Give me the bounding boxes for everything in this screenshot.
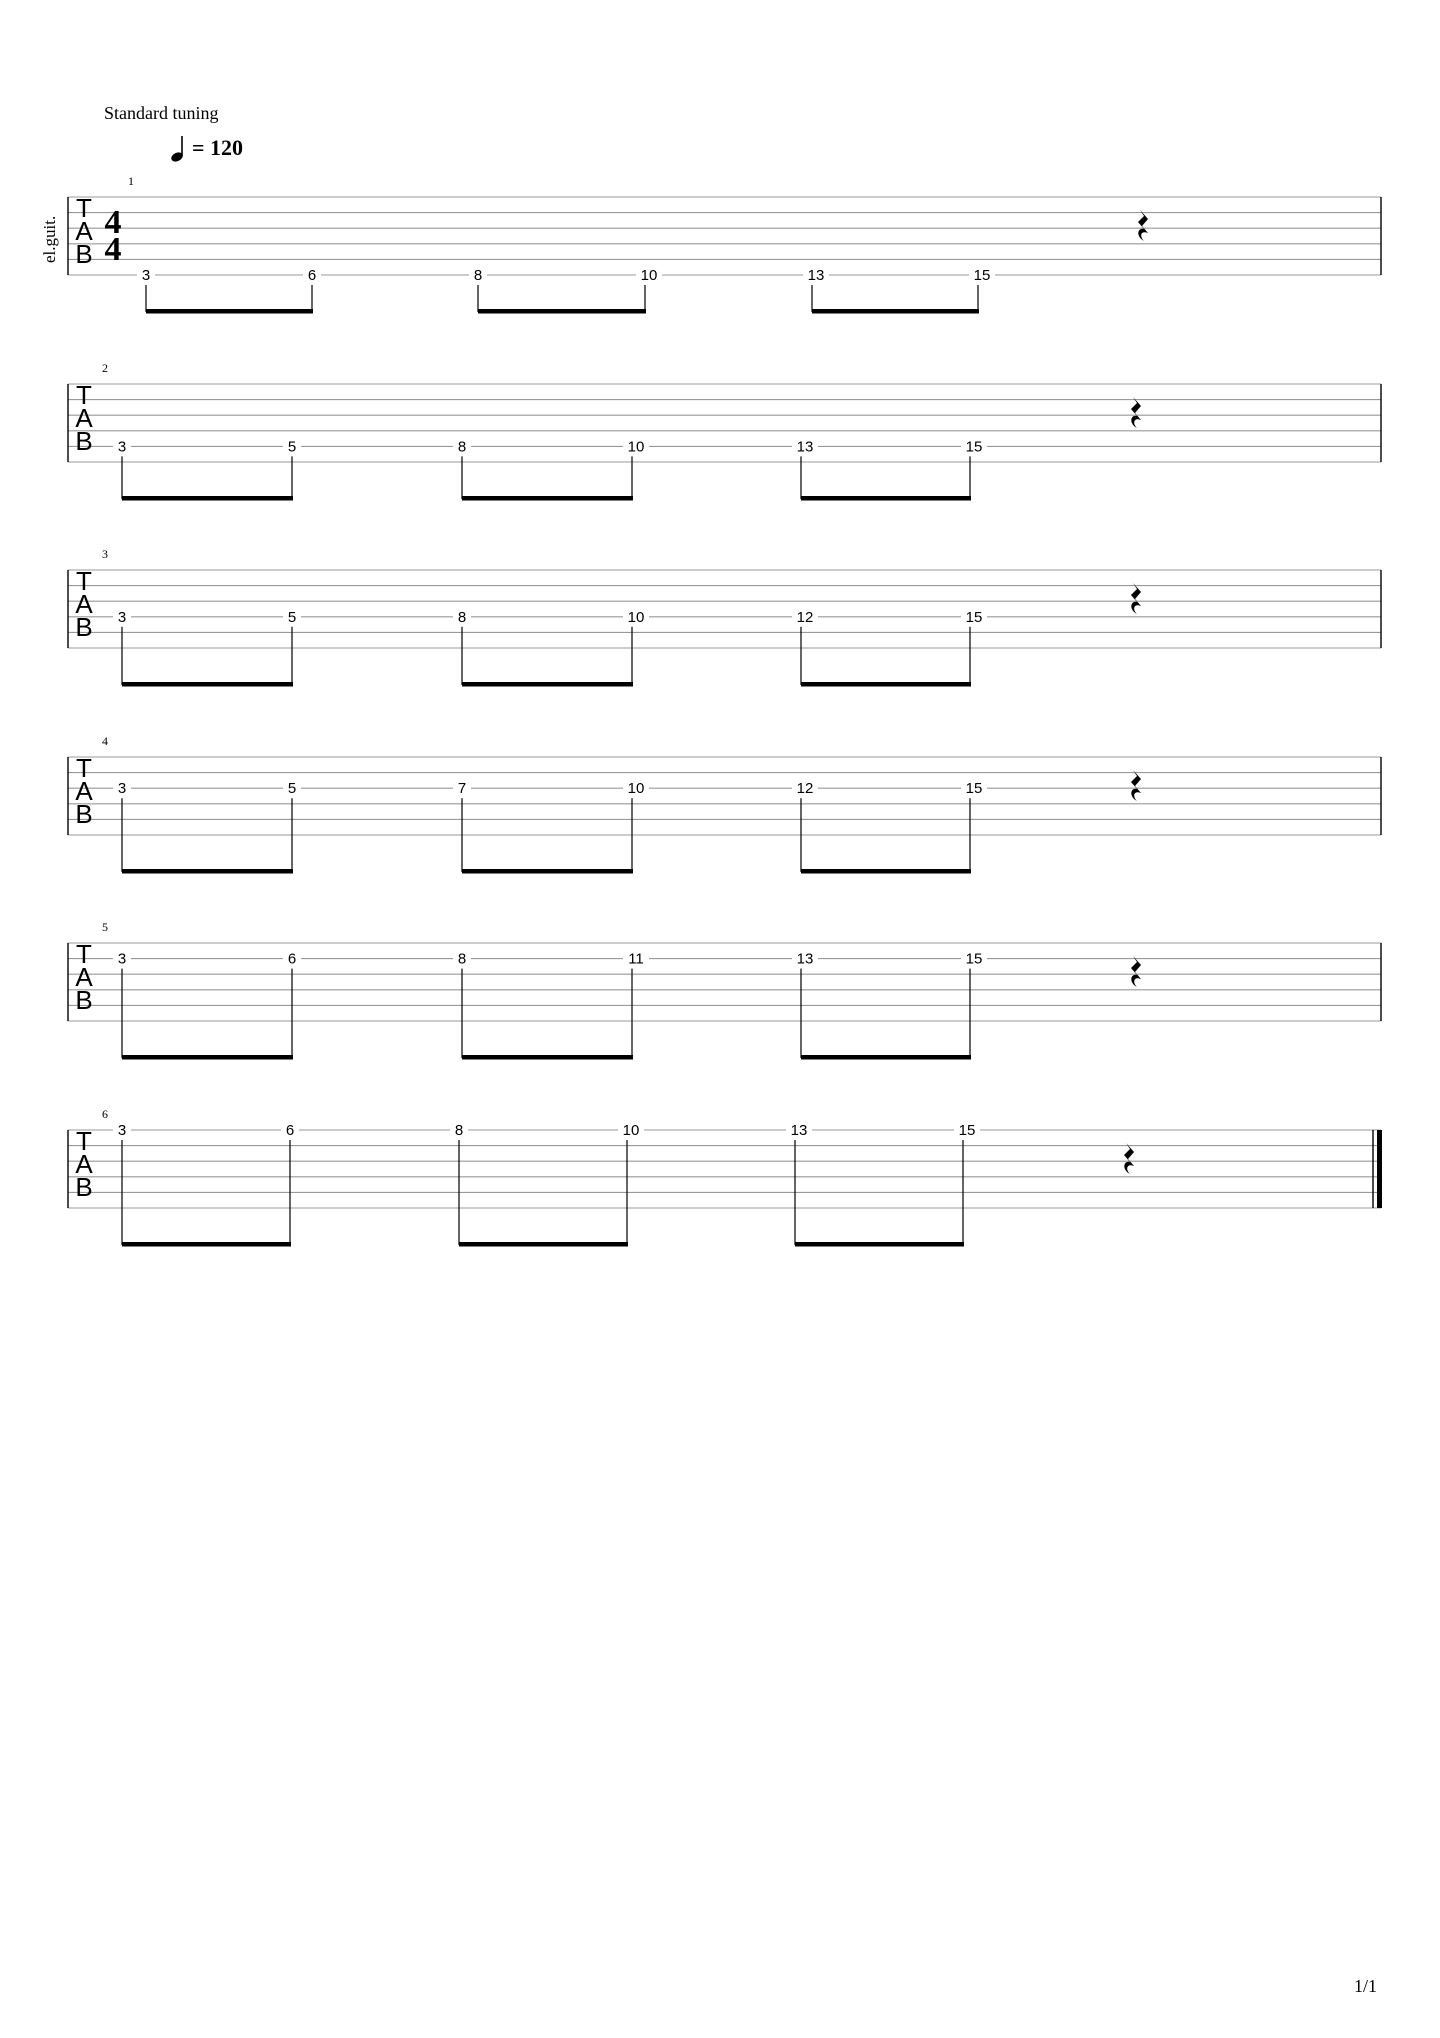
fret-number: 12	[796, 780, 814, 798]
page-number: 1/1	[1354, 1976, 1378, 1996]
eighth-beam	[122, 1242, 291, 1247]
fret-number: 3	[117, 608, 127, 626]
eighth-beam	[122, 869, 293, 874]
eighth-beam	[122, 1055, 293, 1060]
fret-number: 10	[622, 1122, 640, 1139]
fret-number: 3	[117, 950, 127, 968]
tab-clef-letter: B	[75, 985, 93, 1015]
fret-number: 3	[117, 1122, 127, 1139]
tab-clef-letter: A	[75, 1149, 93, 1179]
fret-number: 13	[796, 950, 814, 968]
eighth-beam	[812, 309, 979, 314]
tab-clef-letter: T	[76, 939, 92, 969]
measure-number: 6	[102, 1107, 108, 1121]
fret-number: 3	[141, 267, 151, 284]
fret-number: 15	[965, 608, 983, 626]
tab-clef-letter: T	[76, 1126, 92, 1156]
fret-number: 12	[796, 608, 814, 626]
quarter-rest-icon	[1124, 1143, 1134, 1174]
fret-number: 13	[790, 1122, 808, 1139]
eighth-beam	[146, 309, 313, 314]
quarter-rest-icon	[1138, 210, 1148, 241]
fret-number: 6	[287, 950, 297, 968]
fret-number: 8	[457, 950, 467, 968]
tab-clef-letter: B	[75, 612, 93, 642]
time-signature-denominator: 4	[104, 231, 122, 268]
eighth-beam	[801, 1055, 971, 1060]
tab-clef-letter: B	[75, 426, 93, 456]
tab-clef-letter: B	[75, 799, 93, 829]
measure-number: 4	[102, 734, 108, 748]
fret-number: 5	[287, 438, 297, 456]
fret-number: 8	[473, 267, 483, 284]
fret-number: 11	[628, 950, 644, 968]
time-signature-numerator: 4	[104, 204, 122, 241]
measure-number: 1	[128, 174, 134, 188]
fret-number: 6	[307, 267, 317, 284]
fret-number: 13	[807, 267, 825, 284]
eighth-beam	[478, 309, 646, 314]
measure-number: 2	[102, 361, 108, 375]
fret-number: 15	[958, 1122, 976, 1139]
eighth-beam	[459, 1242, 628, 1247]
quarter-rest-icon	[1131, 770, 1141, 801]
fret-number: 8	[457, 608, 467, 626]
tab-clef-letter: A	[75, 216, 93, 246]
tempo-value: = 120	[192, 135, 244, 160]
eighth-beam	[462, 869, 633, 874]
fret-number: 10	[627, 608, 645, 626]
tab-clef-letter: A	[75, 589, 93, 619]
tab-clef-letter: T	[76, 380, 92, 410]
tab-clef-letter: A	[75, 403, 93, 433]
fret-number: 15	[965, 780, 983, 798]
measure-number: 3	[102, 547, 108, 561]
eighth-beam	[801, 496, 971, 501]
tab-clef-letter: A	[75, 962, 93, 992]
eighth-beam	[122, 496, 293, 501]
fret-number: 7	[457, 780, 467, 798]
fret-number: 8	[454, 1122, 464, 1139]
fret-number: 10	[627, 780, 645, 798]
fret-number: 15	[965, 438, 983, 456]
tab-clef-letter: T	[76, 753, 92, 783]
fret-number: 8	[457, 438, 467, 456]
eighth-beam	[462, 682, 633, 687]
eighth-beam	[462, 496, 633, 501]
quarter-rest-icon	[1131, 397, 1141, 428]
fret-number: 15	[973, 267, 991, 284]
fret-number: 10	[640, 267, 658, 284]
fret-number: 10	[627, 438, 645, 456]
fret-number: 15	[965, 950, 983, 968]
tab-clef-letter: B	[75, 1172, 93, 1202]
fret-number: 3	[117, 780, 127, 798]
fret-number: 13	[796, 438, 814, 456]
tuning-label: Standard tuning	[104, 103, 219, 123]
final-barline-thick	[1377, 1130, 1382, 1208]
eighth-beam	[801, 682, 971, 687]
quarter-rest-icon	[1131, 956, 1141, 987]
eighth-beam	[795, 1242, 964, 1247]
eighth-beam	[462, 1055, 633, 1060]
quarter-rest-icon	[1131, 583, 1141, 614]
fret-number: 6	[285, 1122, 295, 1139]
eighth-beam	[801, 869, 971, 874]
tab-clef-letter: A	[75, 776, 93, 806]
tab-clef-letter: B	[75, 239, 93, 269]
instrument-name: el.guit.	[40, 215, 59, 263]
fret-number: 5	[287, 780, 297, 798]
fret-number: 5	[287, 608, 297, 626]
tab-clef-letter: T	[76, 193, 92, 223]
fret-number: 3	[117, 438, 127, 456]
measure-number: 5	[102, 920, 108, 934]
tab-clef-letter: T	[76, 566, 92, 596]
eighth-beam	[122, 682, 293, 687]
